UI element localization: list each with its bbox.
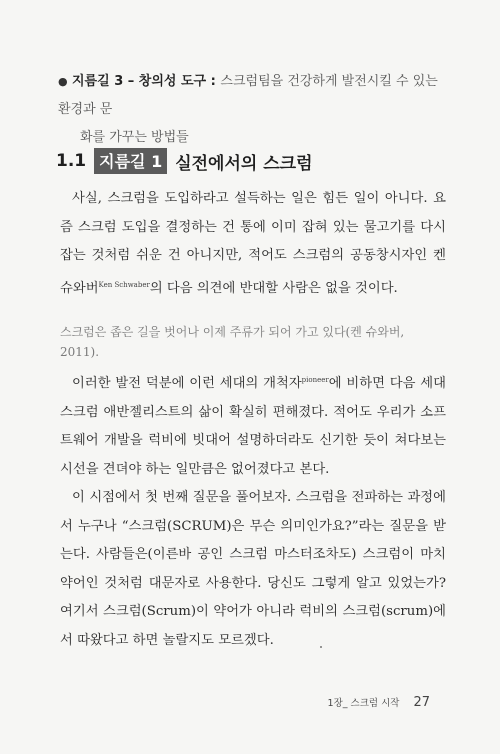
section-title: 실전에서의 스크럼 (175, 153, 313, 174)
section-number: 1.1 (56, 151, 87, 171)
bullet-continuation: 화를 가꾸는 방법들 (80, 130, 189, 145)
section-heading (56, 148, 456, 174)
annotation-superscript: Ken Schwaber (98, 280, 150, 289)
paragraph-text: 의 다음 의견에 반대할 사람은 없을 것이다. (149, 280, 398, 296)
bullet-title: 지름길 3 – 창의성 도구 (72, 74, 207, 89)
page-footer (328, 695, 430, 710)
bullet-item (58, 68, 450, 124)
bullet-description: 스크럼팀을 건강하게 발전시킬 수 있는 환경과 문 (58, 74, 438, 117)
paragraph-text: 에 비하면 다음 세대 스크럼 애반젤리스트의 삶이 확실히 편해졌다. 적어도 우리가 소프트웨어 개발을 럭비에 빗대어 설명하더라도 신기한 듯이 쳐다보는 시선을 견뎌야 하는 일만큼은 없어졌다고 본다. (60, 376, 446, 477)
paragraph-question: 이 시점에서 첫 번째 질문을 풀어보자. 스크럼을 전파하는 과정에서 누구나 “스크럼(SCRUM)은 무슨 의미인가요?”라는 질문을 받는다. 사람들은(이른바 공인 스크럼 마스터조차도) 스크럼이 마치 약어인 것처럼 대문자로 사용한다. 당신도 그렇게 알고 있었는가? 여기서 스크럼(Scrum)이 약어가 아니라 럭비의 스크럼(scrum)에서 따왔다고 하면 놀랄지도 모르겠다. (60, 490, 446, 648)
paragraph-intro (60, 185, 446, 303)
bullet-list (58, 68, 450, 152)
quotation: 스크럼은 좁은 길을 벗어나 이제 주류가 되어 가고 있다(켄 슈와버, 2011). (60, 325, 405, 359)
paragraph-body (60, 366, 446, 655)
paragraph-text: 이러한 발전 덕분에 이런 세대의 개척자 (72, 376, 302, 391)
bullet-dot-icon: ● (58, 75, 68, 88)
footer-chapter: 1장_ 스크럼 시작 (327, 698, 400, 709)
bullet-separator: : (206, 74, 221, 89)
paragraph-text: 사실, 스크럼을 도입하라고 설득하는 일은 힘든 일이 아니다. 요즘 스크럼 도입을 결정하는 건 통에 이미 잡혀 있는 물고기를 다시 잡는 것처럼 쉬운 건 아니지만, 적어도 스크럼의 공동창시자인 켄 슈와버 (60, 191, 446, 296)
annotation-superscript: pioneer (301, 376, 329, 384)
section-tag: 지름길 1 (94, 148, 167, 174)
print-speck (320, 646, 322, 648)
page-number: 27 (413, 695, 430, 710)
